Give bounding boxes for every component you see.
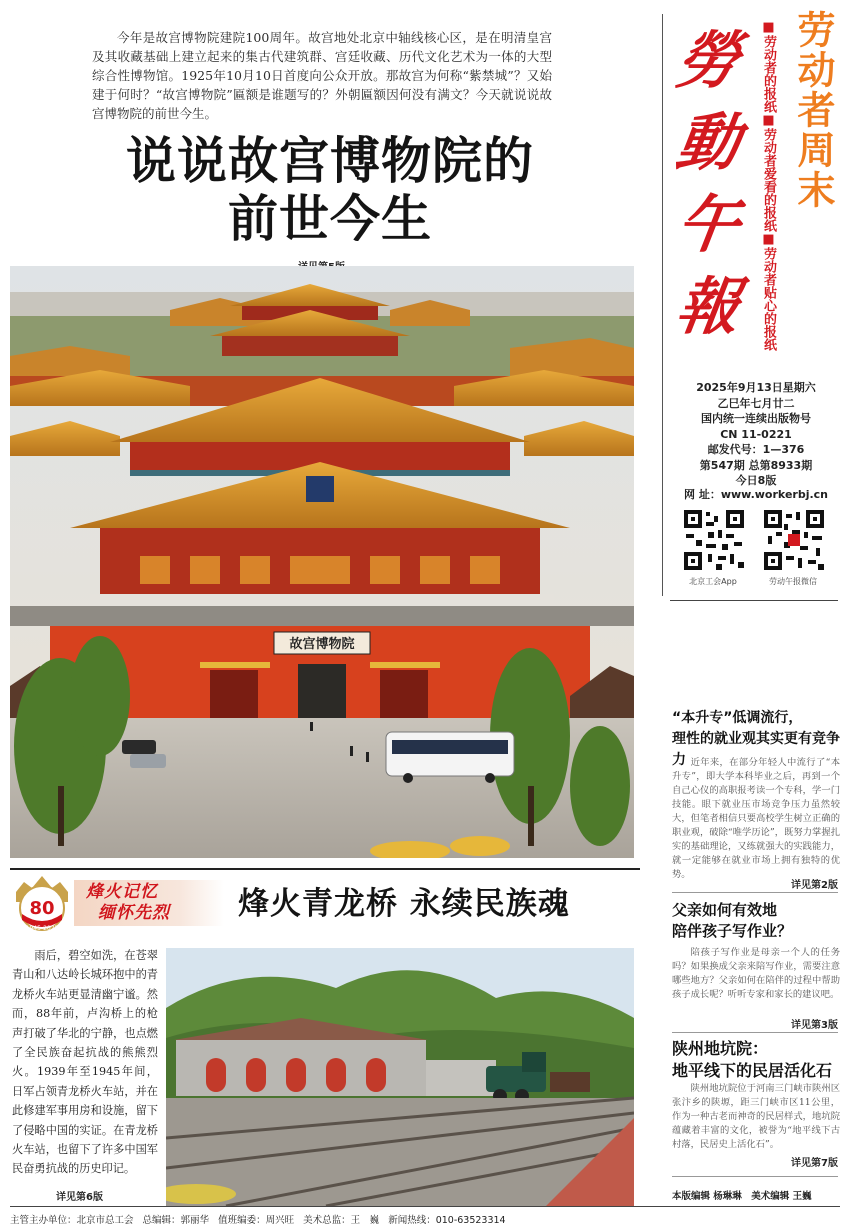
teaser-1-see-page[interactable]: 详见第2版 (791, 880, 838, 891)
teaser-1-body: 近年来，在部分年轻人中流行了“本升专”，即大学本科毕业之后，再到一个自己心仪的高职报考读一个专科，学一门技能。眼下就业压市场竞争压力虽然较大，但笔者相信只要高校学生树立正确的职业观，破除“唯学历论”，既努力掌握扎实的基础理论，又练就强大的实践能力，就一定能够在就业市场上拥有独特的优势。 (672, 757, 840, 880)
masthead-divider (662, 14, 663, 596)
footer-credits (10, 1212, 640, 1226)
station-illustration (166, 948, 634, 1206)
qr-label-wechat: 劳动午报微信 (769, 577, 817, 586)
anniversary-80-badge-icon (10, 872, 74, 934)
pages-today: 今日8版 (735, 474, 777, 487)
teaser-divider (672, 892, 838, 893)
slogan-1: 劳动者的报纸 (761, 35, 776, 113)
slogan-square-icon: ■ (761, 113, 776, 128)
slogan-square-icon: ■ (761, 20, 776, 35)
qr-code-wechat-icon[interactable] (762, 508, 826, 572)
footer-duty-editor: 值班编委：周兴旺 (218, 1215, 295, 1226)
teaser-3-title[interactable] (672, 1038, 844, 1082)
forbidden-city-illustration (10, 266, 634, 858)
teaser-3-title-line2: 地平线下的民居活化石 (672, 1061, 833, 1080)
teaser-2-see-page[interactable]: 详见第3版 (791, 1020, 838, 1031)
page-editors: 本版编辑 杨琳琳 美术编辑 王巍 (672, 1191, 812, 1202)
newspaper-logo[interactable] (670, 20, 746, 360)
gate-plaque-text: 故宫博物院 (289, 637, 355, 652)
qr-code-app-icon[interactable] (682, 508, 746, 572)
logo-char-3: 午 (671, 188, 745, 261)
slogan-square-icon: ■ (761, 232, 776, 247)
teaser-2-title-line2: 陪伴孩子写作业？ (672, 922, 793, 940)
banner-line2: 缅怀先烈 (98, 903, 170, 923)
teaser-3-body: 陕州地坑院位于河南三门峡市陕州区张汴乡的陕塬，距三门峡市区11公里，作为一种古老而神奇的民居样式，地坑院蕴藏着丰富的文化，被誉为“地平线下古村落，民居史上活化石”。 (672, 1083, 840, 1150)
cn-number: CN 11-0221 (720, 427, 792, 441)
teaser-1-title-line1: “本升专”低调流行， (672, 710, 803, 726)
issue-number: 第547期 总第8933期 (699, 458, 813, 472)
footer-art-director: 美术总监：王 巍 (303, 1215, 380, 1226)
teaser-2-body: 陪孩子写作业是母亲一个人的任务吗？如果换成父亲来陪写作业，需要注意哪些地方？父亲如何在陪伴的过程中帮助孩子成长呢？听听专家和家长的建议吧。 (672, 947, 840, 1000)
serial-label: 国内统一连续出版物号 (701, 412, 811, 425)
lead-headline-line2: 前世今生 (228, 190, 432, 248)
badge-number: 80 (29, 898, 55, 919)
footer-hotline: 新闻热线：010-63523314 (388, 1215, 506, 1226)
lower-story-body: 雨后，碧空如洗，在苍翠青山和八达岭长城环抱中的青龙桥火车站更显清幽宁谧。然而，88年前，卢沟桥上的枪声打破了华北的宁静，也点燃了全民族奋起抗战的熊熊烈火。1939年至1945年间，日军占领青龙桥火车站，并在此修建军事用房和设施，留下了侵略中国的实证。在青龙桥火车站，也留下了许多中国军民奋勇抗战的历史印记。 (12, 949, 158, 1176)
footer-sponsor: 主管主办单位：北京市总工会 (10, 1215, 134, 1226)
teaser-divider (672, 1176, 838, 1177)
footer-chief-editor: 总编辑：郭丽华 (142, 1215, 210, 1226)
teaser-divider (672, 1032, 838, 1033)
lead-headline-line1: 说说故宫博物院的 (126, 132, 534, 190)
logo-char-2: 動 (671, 106, 745, 179)
postal-code: 邮发代号：1—376 (707, 443, 805, 456)
qinglongqiao-station-photo (166, 948, 634, 1206)
forbidden-city-photo (10, 266, 634, 858)
issue-info (662, 380, 850, 489)
issue-date: 2025年9月13日星期六 (696, 381, 816, 394)
logo-char-1: 勞 (671, 24, 745, 97)
issue-lunar-date: 乙巳年七月廿二 (717, 396, 795, 410)
weekend-title: 劳动者周末 (791, 10, 835, 210)
memory-banner (74, 880, 224, 926)
logo-char-4: 報 (671, 270, 745, 343)
teaser-2-title[interactable] (672, 900, 844, 942)
banner-line1: 烽火记忆 (86, 882, 158, 902)
badge-years: 1945-2025 (25, 925, 59, 932)
masthead-bottom-rule (670, 600, 838, 601)
website-link[interactable]: 网 址：www.workerbj.cn (683, 488, 828, 501)
slogan-2: 劳动者爱看的报纸 (761, 128, 776, 232)
qr-label-app: 北京工会App (689, 577, 737, 586)
lower-headline[interactable]: 烽火青龙桥 永续民族魂 (238, 886, 570, 922)
teaser-3-title-line1: 陕州地坑院： (672, 1039, 769, 1058)
footer-rule (10, 1206, 840, 1207)
teaser-1-title-line2: 理性的就业观其实更有竞争力 (672, 731, 840, 768)
section-rule (10, 868, 640, 870)
lower-see-page[interactable]: 详见第6版 (56, 1192, 103, 1203)
teaser-2-title-line1: 父亲如何有效地 (672, 901, 778, 919)
slogan-3: 劳动者贴心的报纸 (761, 247, 776, 351)
teaser-3-see-page[interactable]: 详见第7版 (791, 1158, 838, 1169)
lead-headline[interactable] (40, 132, 620, 248)
masthead-slogans (750, 20, 776, 351)
lead-intro: 今年是故宫博物院建院100周年。故宫地处北京中轴线核心区，是在明清皇宫及其收藏基础上建立起来的集古代建筑群、宫廷收藏、历代文化艺术为一体的大型综合性博物馆。1925年10月10日首度向公众开放。那故宫为何称“紫禁城”？又始建于何时？“故宫博物院”匾额是谁题写的？外朝匾额因何没有满文？今天就说说故宫博物院的前世今生。 (92, 30, 552, 121)
